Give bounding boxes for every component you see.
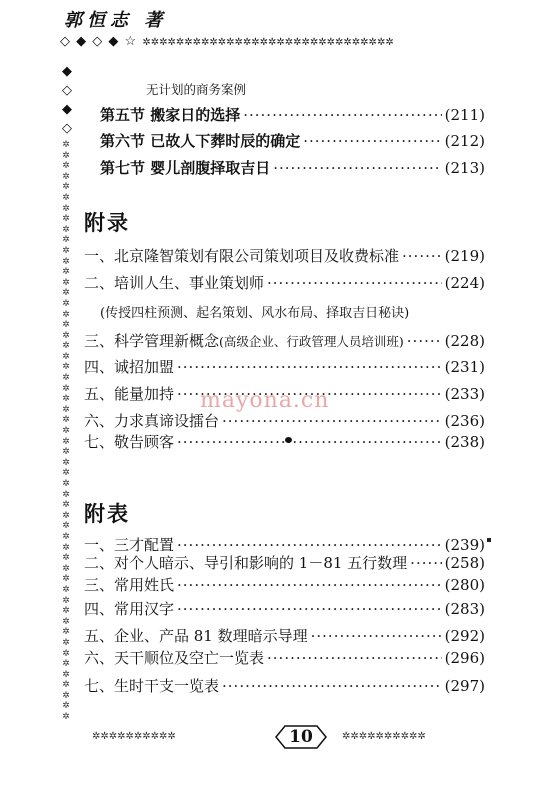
toc-entry[interactable] xyxy=(84,272,485,293)
leader-dots xyxy=(267,649,442,667)
tables-heading: 附表 xyxy=(84,502,130,526)
leader-dots xyxy=(410,554,441,572)
page-footer xyxy=(92,724,492,754)
toc-entry-page: (238) xyxy=(444,433,485,451)
leader-dots xyxy=(407,332,442,350)
toc-entry-title: 七、敬告顾客 xyxy=(84,433,175,451)
star-border-icons: ✲✲✲✲✲✲✲✲✲✲✲✲✲✲✲✲✲✲✲✲✲✲✲✲✲✲✲✲✲✲ xyxy=(142,37,394,48)
page-number-badge xyxy=(268,724,334,750)
diamond-filled-icon: ◆ xyxy=(62,102,72,117)
toc-entry-page: (297) xyxy=(444,677,485,695)
toc-entry[interactable] xyxy=(84,647,485,668)
toc-entry-title: 四、常用汉字 xyxy=(84,600,175,618)
star-border-icons: ✲✲✲✲✲✲✲✲✲✲ xyxy=(92,731,176,742)
toc-entry[interactable] xyxy=(100,130,485,151)
toc-entry-page: (283) xyxy=(444,600,485,618)
leader-dots xyxy=(177,358,442,376)
appendix-heading: 附录 xyxy=(84,211,130,235)
toc-entry-title: 六、天干顺位及空亡一览表 xyxy=(84,649,265,667)
toc-entry[interactable] xyxy=(84,245,485,266)
leader-dots xyxy=(222,677,442,695)
left-star-border-icons: ✲ ✲ ✲ ✲ ✲ ✲ ✲ ✲ ✲ ✲ ✲ ✲ ✲ ✲ ✲ ✲ ✲ ✲ ✲ ✲ ✲ ✲ ✲ ✲ ✲ ✲ ✲ ✲ ✲ ✲ ✲ ✲ ✲ ✲ ✲ ✲ ✲ ✲ ✲ ✲ ✲ ✲ ✲ ✲ ✲ ✲ ✲ ✲ ✲ ✲ ✲ ✲ ✲ ✲ ✲ xyxy=(62,140,70,723)
leader-dots xyxy=(402,247,442,265)
leader-dots xyxy=(273,159,441,177)
diamond-outline-icon: ◇ xyxy=(62,83,72,98)
toc-entry[interactable] xyxy=(84,356,485,377)
toc-entry[interactable] xyxy=(84,598,485,619)
top-ornament-row xyxy=(60,34,394,49)
toc-entry[interactable] xyxy=(84,574,485,595)
leader-dots xyxy=(243,106,441,124)
toc-entry-title: 五、企业、产品 81 数理暗示导理 xyxy=(84,627,308,645)
toc-entry-page: (228) xyxy=(444,332,485,350)
toc-entry-page: (211) xyxy=(444,106,485,124)
star-border-icons: ✲✲✲✲✲✲✲✲✲✲ xyxy=(342,731,426,742)
toc-entry-page: (224) xyxy=(444,274,485,292)
ink-blot xyxy=(285,437,292,443)
toc-entry-title: 三、常用姓氏 xyxy=(84,576,175,594)
watermark-text: mayona.cn xyxy=(200,388,330,413)
leader-dots xyxy=(177,576,442,594)
toc-entry-title: 二、培训人生、事业策划师 xyxy=(84,274,265,292)
toc-entry-title: 六、力求真谛设擂台 xyxy=(84,412,220,430)
toc-entry-title: 第七节 婴儿剖腹择取吉日 xyxy=(100,159,271,177)
ink-speck xyxy=(487,538,491,542)
toc-entry-title: 四、诚招加盟 xyxy=(84,358,175,376)
toc-entry[interactable] xyxy=(84,410,485,431)
page-number: 10 xyxy=(289,727,313,747)
toc-entry-page: (258) xyxy=(444,554,485,572)
toc-entry[interactable] xyxy=(84,625,485,646)
leader-dots xyxy=(177,433,442,451)
toc-entry-page: (212) xyxy=(444,132,485,150)
toc-entry-page: (280) xyxy=(444,576,485,594)
toc-entry[interactable] xyxy=(84,675,485,696)
toc-entry-page: (292) xyxy=(444,627,485,645)
toc-entry[interactable] xyxy=(100,157,485,178)
leader-dots xyxy=(303,132,441,150)
leader-dots xyxy=(177,600,442,618)
toc-entry-title: 一、北京隆智策划有限公司策划项目及收费标准 xyxy=(84,247,400,265)
diamond-filled-icon: ◆ xyxy=(62,64,72,79)
toc-entry-page: (219) xyxy=(444,247,485,265)
toc-entry-title: 第五节 搬家日的选择 xyxy=(100,106,241,124)
toc-entry-page: (231) xyxy=(444,358,485,376)
toc-entry-page: (213) xyxy=(444,159,485,177)
toc-entry-title: 七、生时干支一览表 xyxy=(84,677,220,695)
toc-entry[interactable] xyxy=(84,330,485,351)
toc-entry-title: 一、三才配置 xyxy=(84,536,175,554)
toc-entry-page: (296) xyxy=(444,649,485,667)
toc-entry-page: (239) xyxy=(444,536,485,554)
toc-entry-title: 五、能量加持 xyxy=(84,385,175,403)
leader-dots xyxy=(222,412,442,430)
leader-dots xyxy=(267,274,442,292)
toc-entry-title: 二、对个人暗示、导引和影响的 1－81 五行数理 xyxy=(84,554,408,572)
left-ornament-column xyxy=(60,62,74,138)
book-author: 郭恒志 著 xyxy=(64,10,168,31)
diamond-outline-icon: ◇ xyxy=(62,121,72,136)
toc-entry-inline-note: (高级企业、行政管理人员培训班) xyxy=(219,334,404,349)
section-continuation-label: 无计划的商务案例 xyxy=(146,82,247,97)
diamond-ornament-icons: ◇ ◆ ◇ ◆ ☆ xyxy=(60,34,138,49)
appendix-subnote: (传授四柱预测、起名策划、风水布局、择取吉日秘诀) xyxy=(100,306,410,321)
toc-entry[interactable] xyxy=(100,104,485,125)
leader-dots xyxy=(311,627,442,645)
toc-entry-page: (233) xyxy=(444,385,485,403)
toc-entry[interactable] xyxy=(84,552,485,573)
toc-entry-title: 第六节 已故人下葬时辰的确定 xyxy=(100,132,301,150)
toc-entry-page: (236) xyxy=(444,412,485,430)
toc-entry-title: 三、科学管理新概念 xyxy=(84,332,220,350)
